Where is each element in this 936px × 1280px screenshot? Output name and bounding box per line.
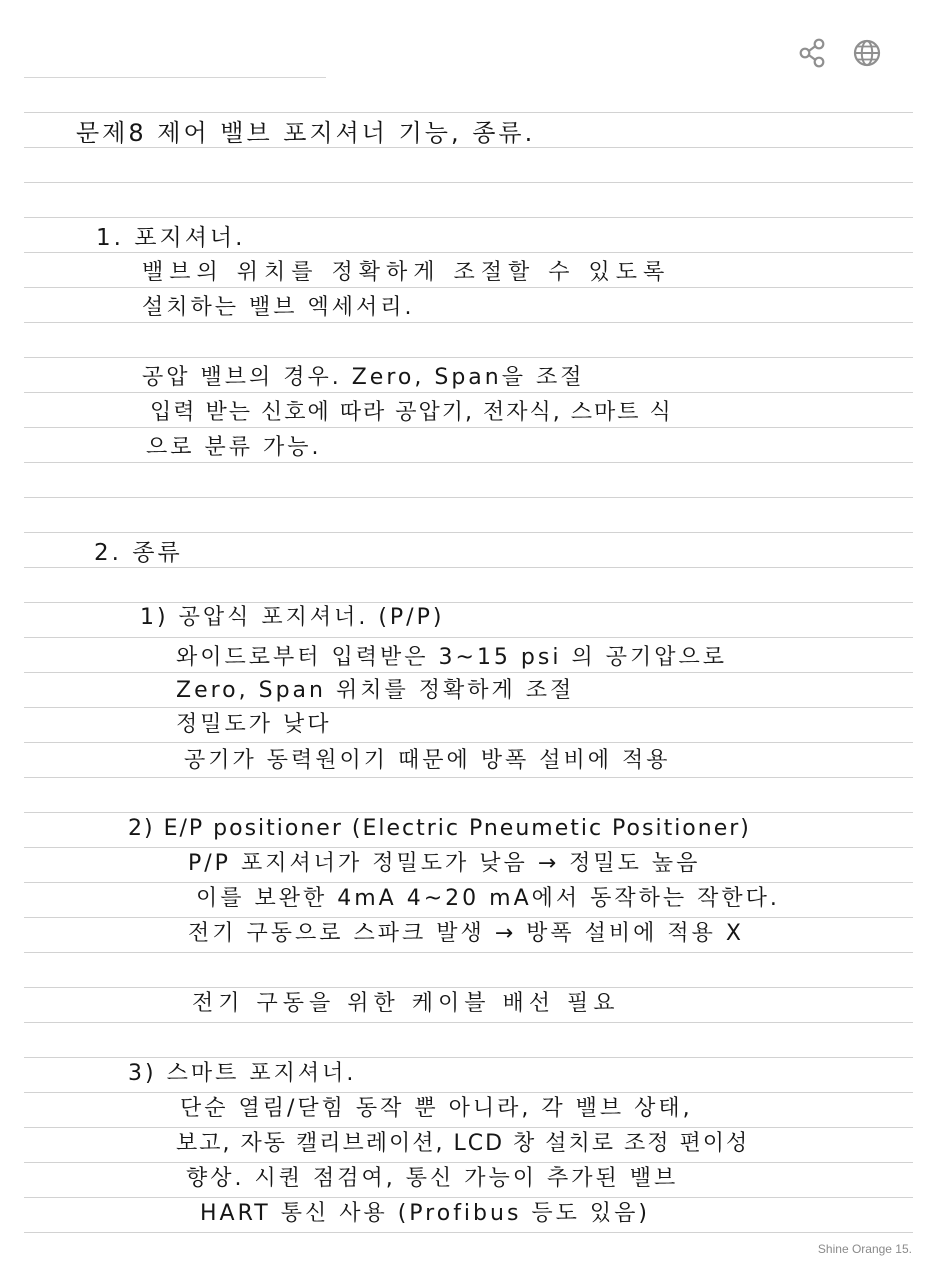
ruled-line: [24, 147, 913, 148]
subsection-line: 공기가 동력원이기 때문에 방폭 설비에 적용: [184, 748, 671, 773]
ruled-line: [24, 742, 913, 743]
section-1-heading: 1. 포지셔너.: [96, 225, 246, 251]
ruled-line: [24, 602, 913, 603]
ruled-line: [24, 1162, 913, 1163]
ruled-line: [24, 392, 913, 393]
ruled-line: [24, 112, 913, 113]
ruled-line: [24, 917, 913, 918]
ruled-line: [24, 1092, 913, 1093]
ruled-line: [24, 287, 913, 288]
ruled-line: [24, 532, 913, 533]
section-1-line: 공압 밸브의 경우. Zero, Span을 조절: [142, 365, 585, 390]
subsection-line: 이를 보완한 4mA 4~20 mA에서 동작하는 작한다.: [196, 886, 780, 911]
ruled-line: [24, 1127, 913, 1128]
ruled-line: [24, 1197, 913, 1198]
subsection-line: 전기 구동으로 스파크 발생 → 방폭 설비에 적용 X: [188, 921, 744, 946]
ruled-line: [24, 1057, 913, 1058]
ruled-line: [24, 952, 913, 953]
subsection-line: HART 통신 사용 (Profibus 등도 있음): [200, 1201, 650, 1226]
ruled-line: [24, 357, 913, 358]
note-title: 문제8 제어 밸브 포지셔너 기능, 종류.: [76, 119, 536, 147]
ruled-line: [24, 567, 913, 568]
subsection-line: 보고, 자동 캘리브레이션, LCD 창 설치로 조정 편이성: [176, 1131, 750, 1156]
section-1-line: 밸브의 위치를 정확하게 조절할 수 있도록: [142, 260, 671, 285]
ruled-line: [24, 322, 913, 323]
subsection-heading: 3) 스마트 포지셔너.: [128, 1061, 357, 1086]
subsection-line: 와이드로부터 입력받은 3~15 psi 의 공기압으로: [176, 645, 727, 670]
ruled-line: [24, 462, 913, 463]
ruled-line: [24, 217, 913, 218]
section-1-line: 입력 받는 신호에 따라 공압기, 전자식, 스마트 식: [150, 400, 673, 425]
ruled-line: [24, 252, 913, 253]
subsection-line: Zero, Span 위치를 정확하게 조절: [176, 678, 575, 703]
subsection-line: 단순 열림/닫힘 동작 뿐 아니라, 각 밸브 상태,: [180, 1096, 693, 1121]
ruled-line: [24, 847, 913, 848]
subsection-line: 정밀도가 낮다: [176, 712, 332, 737]
ruled-line: [24, 777, 913, 778]
subsection-line: P/P 포지셔너가 정밀도가 낮음 → 정밀도 높음: [188, 851, 701, 876]
ruled-line: [24, 1022, 913, 1023]
subsection-line: 전기 구동을 위한 케이블 배선 필요: [192, 991, 620, 1016]
subsection-line: 향상. 시퀀 점검여, 통신 가능이 추가된 밸브: [186, 1166, 679, 1191]
ruled-line: [24, 497, 913, 498]
section-2-heading: 2. 종류: [94, 540, 183, 566]
ruled-line: [24, 987, 913, 988]
ruled-line: [24, 882, 913, 883]
ruled-line: [24, 637, 913, 638]
section-1-line: 설치하는 밸브 엑세서리.: [142, 295, 415, 320]
ruled-lines: [24, 0, 913, 1280]
ruled-line: [24, 707, 913, 708]
section-1-line: 으로 분류 가능.: [146, 435, 322, 460]
ruled-line: [24, 672, 913, 673]
ruled-line: [24, 812, 913, 813]
footer-brand: Shine Orange 15.: [817, 1242, 912, 1256]
subsection-heading: 2) E/P positioner (Electric Pneumetic Positioner): [128, 816, 751, 841]
subsection-heading: 1) 공압식 포지셔너. (P/P): [140, 605, 445, 630]
ruled-line: [24, 182, 913, 183]
ruled-line: [24, 427, 913, 428]
ruled-line: [24, 1232, 913, 1233]
